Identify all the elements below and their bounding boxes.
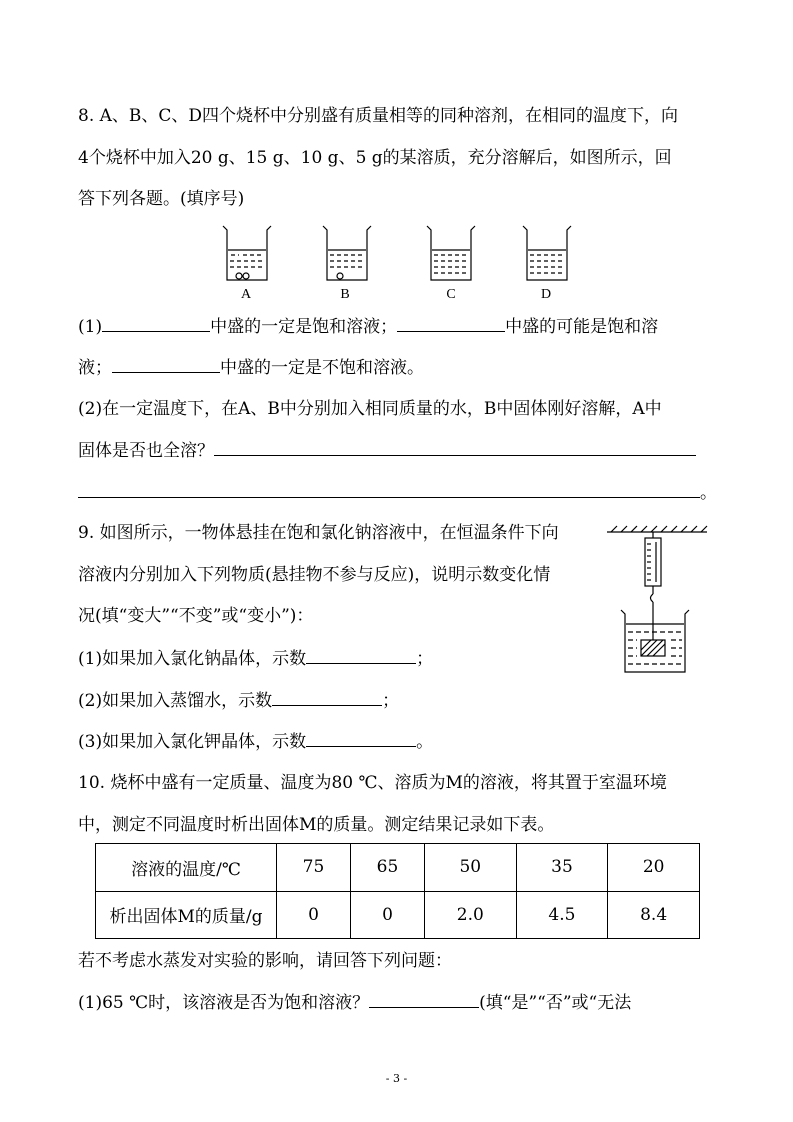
table-row xyxy=(96,891,700,939)
q8-part2-line3 xyxy=(78,480,717,505)
table-header-mass: 析出固体M的质量/g xyxy=(96,891,277,939)
data-table xyxy=(95,843,700,939)
answer-blank-q8-1b[interactable] xyxy=(397,314,505,332)
table-cell: 65 xyxy=(350,844,424,892)
q8-p1-c-text: 中盛的一定是不饱和溶液。 xyxy=(220,358,424,378)
table-cell: 8.4 xyxy=(608,891,700,939)
answer-blank-q8-1a[interactable] xyxy=(102,314,210,332)
table-cell: 35 xyxy=(516,844,608,892)
spring-scale-figure xyxy=(603,522,713,677)
q9-part2 xyxy=(78,688,399,713)
table-cell: 4.5 xyxy=(516,891,608,939)
table-cell: 2.0 xyxy=(424,891,516,939)
q9-part3 xyxy=(78,729,433,754)
answer-blank-q9-1[interactable] xyxy=(306,646,416,664)
q9-p3-end: 。 xyxy=(416,732,434,752)
q10-line1: 10. 烧杯中盛有一定质量、温度为80 ℃、溶质为M的溶液，将其置于室温环境 xyxy=(78,773,667,793)
table-header-temperature: 溶液的温度/℃ xyxy=(96,844,277,892)
q8-p1-c-start: 液； xyxy=(78,358,112,378)
q9-line3: 况(填“变大”“不变”或“变小”)： xyxy=(78,606,314,626)
table-cell: 75 xyxy=(277,844,351,892)
answer-blank-q8-2a[interactable] xyxy=(214,438,696,456)
table-cell: 0 xyxy=(350,891,424,939)
q9-line1: 9. 如图所示，一物体悬挂在饱和氯化钠溶液中，在恒温条件下向 xyxy=(78,523,559,543)
answer-blank-q10-1[interactable] xyxy=(369,990,479,1008)
q10-line2: 中，测定不同温度时析出固体M的质量。测定结果记录如下表。 xyxy=(78,815,555,835)
beakers-figure xyxy=(215,222,575,304)
q8-part1-line2 xyxy=(78,355,424,380)
q8-p1-prefix: (1) xyxy=(78,317,103,337)
table-row xyxy=(96,844,700,892)
table-cell: 0 xyxy=(277,891,351,939)
q10-p1-end: (填“是”“否”或“无法 xyxy=(479,993,632,1013)
q8-p2-text: 固体是否也全溶？ xyxy=(78,441,214,461)
q9-p2-end: ； xyxy=(382,691,400,711)
q9-p3-text: (3)如果加入氯化钾晶体，示数 xyxy=(78,732,307,752)
beaker-a xyxy=(223,226,271,280)
q8-line1: 8. A、B、C、D四个烧杯中分别盛有质量相等的同种溶剂，在相同的温度下，向 xyxy=(78,106,679,126)
answer-blank-q9-2[interactable] xyxy=(272,688,382,706)
beaker-d xyxy=(523,226,571,280)
answer-blank-q8-2b[interactable] xyxy=(78,480,700,498)
q10-after-table: 若不考虑水蒸发对实验的影响，请回答下列问题： xyxy=(78,951,452,971)
beaker-c xyxy=(427,226,475,280)
answer-blank-q8-1c[interactable] xyxy=(112,355,220,373)
q8-line3: 答下列各题。(填序号) xyxy=(78,189,245,209)
q9-p2-text: (2)如果加入蒸馏水，示数 xyxy=(78,691,273,711)
q8-p2-end: 。 xyxy=(700,483,717,503)
answer-blank-q9-3[interactable] xyxy=(306,729,416,747)
q8-part2-line1: (2)在一定温度下，在A、B中分别加入相同质量的水，B中固体刚好溶解，A中 xyxy=(78,399,662,419)
table-cell: 20 xyxy=(608,844,700,892)
q8-line2: 4个烧杯中加入20 g、15 g、10 g、5 g的某溶质，充分溶解后，如图所示，回 xyxy=(78,148,672,168)
q8-part2-line2 xyxy=(78,438,696,463)
q9-part1 xyxy=(78,646,433,671)
table-cell: 50 xyxy=(424,844,516,892)
beaker-label-c: C xyxy=(446,287,456,302)
q9-p1-end: ； xyxy=(416,649,434,669)
beaker-b xyxy=(323,226,371,280)
q8-p1-b-text: 中盛的可能是饱和溶 xyxy=(505,317,659,337)
beaker-label-b: B xyxy=(340,287,350,302)
beaker-label-d: D xyxy=(540,287,552,302)
q8-part1-line1 xyxy=(78,314,658,339)
beaker-label-a: A xyxy=(240,287,252,302)
q9-line2: 溶液内分别加入下列物质(悬挂物不参与反应)，说明示数变化情 xyxy=(78,565,551,585)
q9-p1-text: (1)如果加入氯化钠晶体，示数 xyxy=(78,649,307,669)
q10-p1-text: (1)65 ℃时，该溶液是否为饱和溶液？ xyxy=(78,993,370,1013)
page-number: - 3 - xyxy=(385,1072,408,1085)
q8-p1-a-text: 中盛的一定是饱和溶液； xyxy=(210,317,398,337)
q10-part1 xyxy=(78,990,631,1015)
